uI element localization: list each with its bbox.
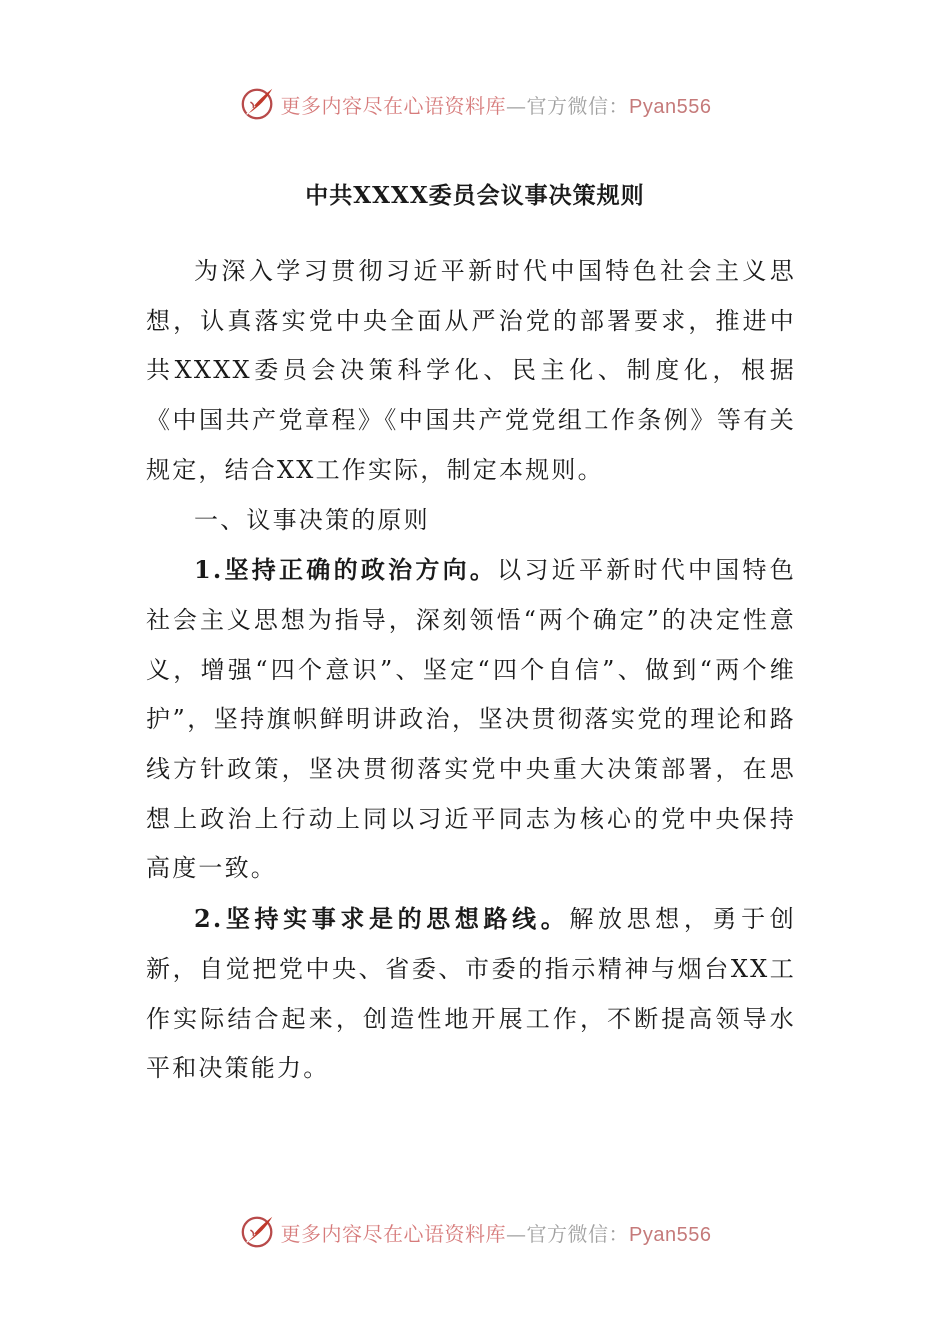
section-heading: 一、议事决策的原则 [194,505,430,534]
watermark-brand: 更多内容尽在心语资料库 [280,1221,507,1246]
principle-paragraph-1 [146,545,796,894]
principle-1-lead: 1.坚持正确的政治方向。 [194,555,498,585]
watermark-account-label: 官方微信： [526,93,630,118]
watermark-separator: — [506,93,527,118]
watermark-account-label: 官方微信： [526,1221,630,1246]
principle-paragraph-2 [146,894,796,1094]
document-title: 中共XXXX委员会议事决策规则 [305,182,645,209]
watermark-account: Pyan556 [629,95,712,118]
watermark-footer [0,1212,950,1252]
watermark-separator: — [506,1221,527,1246]
quill-pen-logo-icon [239,1213,277,1251]
principle-2-lead: 2.坚持实事求是的思想路线。 [194,904,570,934]
watermark-text [281,90,712,119]
document-body [146,247,796,1094]
watermark-account: Pyan556 [629,1223,712,1246]
watermark-brand: 更多内容尽在心语资料库 [280,93,507,118]
watermark-text [281,1218,712,1247]
principle-2-body: 解放思想，勇于创新，自觉把党中央、省委、市委的指示精神与烟台XX工作实际结合起来，创造性地开展工作，不断提高领导水平和决策能力。 [146,905,796,1083]
quill-pen-logo-icon [239,85,277,123]
watermark-header [0,84,950,124]
intro-paragraph: 为深入学习贯彻习近平新时代中国特色社会主义思想，认真落实党中央全面从严治党的部署要求，推进中共XXXX委员会决策科学化、民主化、制度化，根据《中国共产党章程》《中国共产党党组工作条例》等有关规定，结合XX工作实际，制定本规则。 [146,257,796,484]
principle-1-body: 以习近平新时代中国特色社会主义思想为指导，深刻领悟“两个确定”的决定性意义，增强“四个意识”、坚定“四个自信”、做到“两个维护”，坚持旗帜鲜明讲政治，坚决贯彻落实党的理论和路线方针政策，坚决贯彻落实党中央重大决策部署，在思想上政治上行动上同以习近平同志为核心的党中央保持高度一致。 [146,556,796,883]
